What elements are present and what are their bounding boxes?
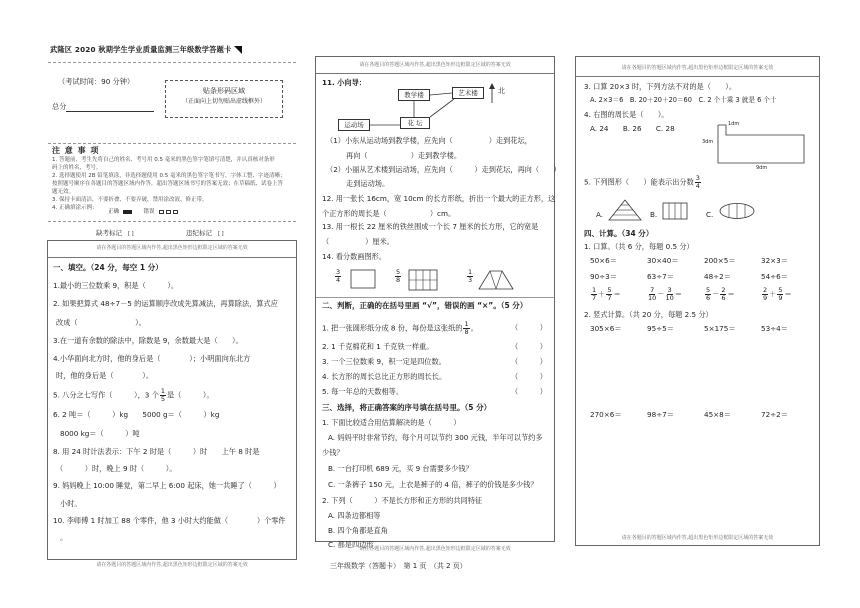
area-note: 请在各题目的答题区域内作答,超出黑色矩形边框限定区域的答案无效 — [96, 245, 248, 251]
notice-line: 按照题号顺序在各题目的答题区域内作答，超出答题区域书写的答案无效；在草稿纸、试卷上答 — [52, 180, 284, 187]
total-label: 总分 — [52, 102, 67, 111]
oral-item: 48÷2＝ — [704, 272, 731, 281]
oral-item: 200×5＝ — [704, 256, 736, 265]
fraction-1-3: $\frac{1}{3}$ — [468, 268, 473, 284]
option-a-label: A. — [596, 210, 604, 219]
question-11: 11. 小向导： — [322, 78, 366, 87]
judge-2: 2. 1 千克棉花和 1 千克铁一样重。 — [322, 342, 434, 351]
barcode-title: 贴条形码区域 — [203, 87, 245, 95]
fraction-3-4: $\frac{3}{4}$ — [336, 268, 341, 284]
judge-3-answer[interactable]: （ ） — [511, 357, 547, 366]
notice-line: 1. 答题前，考生先将自己的姓名、考号用 0.5 毫米的黑色签字笔填写清楚，并认真核对条形 — [52, 157, 275, 163]
question-6-cont: 8000 kg＝（ ）吨 — [60, 429, 140, 438]
area-note-bottom: 请在各题目的答题区域内作答,超出黑色矩形边框限定区域的答案无效 — [621, 535, 774, 541]
square-figure-icon[interactable] — [350, 269, 376, 289]
wrong-marks-icon — [159, 209, 178, 215]
notice-line: 3. 保持卡面清洁，不要折叠、不要弄破，禁用涂改液、修正带。 — [52, 196, 208, 203]
choice-1-a: A. 妈妈平时非常节约，每个月可以节约 300 元钱，半年可以节约多 — [328, 433, 543, 442]
question-5-tail: 是（ ）。 — [166, 390, 214, 400]
section-choice-title: 三、选择，将正确答案的序号填在括号里。（5 分） — [322, 403, 492, 412]
vertical-item: 45×8＝ — [704, 410, 731, 419]
vertical-item: 305×6＝ — [590, 324, 622, 333]
absent-label: 缺考标记 — [96, 229, 122, 237]
question-11-2: （2）小丽从艺术楼到运动场，应先向（ ）走到花坛，再向（ ） — [326, 165, 561, 174]
choice-2: 2. 下列（ ）不是长方形和正方形的共同特征 — [322, 496, 483, 505]
oral-row-2 — [590, 273, 820, 282]
judge-1-tail: 。 — [470, 323, 478, 333]
question-9: 9. 妈妈晚上 10:00 睡觉，第二早上 6:00 起床，她一共睡了（ ） — [53, 481, 281, 490]
oral-row-1 — [590, 257, 820, 266]
choice-3: 3. 口算 20×3 时，下列方法不对的是（ ）。 — [584, 82, 737, 91]
judge-1 — [322, 321, 478, 336]
judge-4-answer[interactable]: （ ） — [511, 372, 547, 381]
vertical-item: 98÷7＝ — [647, 410, 674, 419]
fraction-expr: $\frac{1}{7}$ ＋ $\frac{5}{7}$ ＝ — [592, 286, 621, 302]
section-fill-title: 一、填空。（24 分，每空 1 分） — [53, 263, 163, 272]
question-10-cont: 。 — [60, 533, 68, 542]
rectangle-split-icon[interactable] — [662, 202, 688, 220]
vertical-item: 53÷4＝ — [761, 324, 788, 333]
notice-line: 码上的姓名、考号。 — [52, 164, 102, 171]
barcode-subtitle: （正面向上切勿贴出虚线框外） — [181, 98, 266, 106]
judge-1-answer[interactable]: （ ） — [511, 323, 547, 332]
fraction: $\frac{1}{8}$ — [464, 320, 469, 336]
question-12: 12. 用一张长 16cm，宽 10cm 的长方形纸，折出一个最大的正方形，这 — [322, 194, 556, 203]
judge-5-answer[interactable]: （ ） — [511, 387, 547, 396]
choice-1-c: C. 一条裤子 150 元，上衣是裤子的 4 倍，裤子的价钱是多少钱？ — [328, 480, 538, 489]
fill-example — [108, 209, 178, 216]
vertical-row-2 — [590, 411, 820, 420]
question-8-cont: （ ）时，晚上 9 时（ ）。 — [56, 464, 177, 473]
corner-mark-icon — [234, 46, 242, 54]
question-13: 13. 用一根长 22 厘米的铁丝围成一个长 7 厘米的长方形，它的宽是 — [322, 222, 539, 231]
dim-9dm: 9dm — [756, 165, 768, 171]
judge-1-text: 1. 把一张圆形纸分成 8 份，每份是这张纸的 — [322, 323, 463, 333]
question-9-cont: 小时。 — [60, 499, 82, 508]
fraction: $\frac{3}{4}$ — [695, 174, 700, 190]
workspace-row-1[interactable] — [584, 339, 812, 407]
question-5-text: 5. 八分之七写作（ ），3 个 — [53, 390, 159, 400]
area-note: 请在各题目的答题区域内作答,超出黑色矩形边框限定区域的答案无效 — [621, 65, 774, 71]
choice-4: 4. 右图的周长是（ ）。 — [584, 110, 669, 119]
oral-item: 54÷6＝ — [761, 272, 788, 281]
oral-item: 32×3＝ — [761, 256, 788, 265]
section-calc-title: 四、计算。（34 分） — [584, 229, 654, 238]
judge-5: 5. 每一年总的天数相等。 — [322, 387, 404, 396]
notice-line: 2. 选择题使用 2B 铅笔填涂，非选择题使用 0.5 毫米的黑色签字笔书写，字体工整、字迹清晰； — [52, 172, 286, 179]
question-13-cont: （ ）厘米。 — [322, 237, 394, 246]
oral-item: 90÷3＝ — [590, 272, 617, 281]
question-1: 1.最小的三位数乘 9，积是（ ）。 — [53, 281, 179, 290]
fraction-5-8: $\frac{5}{8}$ — [396, 268, 401, 284]
vertical-item: 72÷2＝ — [761, 410, 788, 419]
divider — [48, 221, 296, 222]
answer-panel-fill — [47, 240, 297, 560]
grid-figure-icon[interactable] — [408, 269, 438, 291]
judge-4: 4. 长方形的周长总比正方形的周长长。 — [322, 372, 447, 381]
wrong-label: 错误 — [143, 209, 155, 215]
question-4-cont: 时，他的身后是（ ）。 — [56, 371, 154, 380]
notice-title: 注 意 事 项 — [52, 146, 100, 155]
filled-mark-icon — [123, 210, 132, 214]
option-b-label: B. — [650, 210, 658, 219]
correct-label: 正确 — [108, 209, 120, 215]
answer-panel-col2 — [315, 56, 561, 549]
area-note: 请在各题目的答题区域内作答,超出黑色矩形边框限定区域的答案无效 — [359, 62, 511, 68]
absent-mark: 缺考标记 [ ] — [96, 229, 134, 237]
judge-2-answer[interactable]: （ ） — [511, 342, 547, 351]
vertical-calc-title: 2. 竖式计算。（共 20 分，每题 2.5 分） — [584, 310, 713, 319]
judge-3: 3. 一个三位数乘 9，积一定是四位数。 — [322, 357, 446, 366]
ellipse-split-icon[interactable] — [718, 202, 756, 220]
vertical-item: 270×6＝ — [590, 410, 622, 419]
map-lines — [316, 57, 556, 147]
question-6: 6. 2 吨＝（ ）kg 5000 g＝（ ）kg — [53, 410, 220, 419]
choice-5-text: 5. 下列图形（ ）能表示出分数 — [584, 177, 694, 187]
question-5 — [53, 388, 214, 403]
vertical-row-1 — [590, 325, 820, 334]
area-note-bottom: 请在各题目的答题区域内作答,超出黑色矩形边框限定区域的答案无效 — [96, 562, 248, 568]
divider — [48, 143, 296, 144]
question-2: 2. 如果把算式 48÷7－5 的运算顺序改成先算减法，再算除法，算式应 — [53, 299, 278, 308]
notice-line: 题无效。 — [52, 188, 75, 195]
trapezoid-figure-icon[interactable] — [478, 269, 514, 291]
question-11-1: （1）小东从运动场到教学楼，应先向（ ）走到花坛， — [326, 136, 532, 145]
page-title: 武隆区 2020 秋期学生学业质量监测三年级数学答题卡 — [50, 46, 242, 55]
fraction-expr: $\frac{2}{9}$ ＋ $\frac{5}{9}$ ＝ — [763, 286, 792, 302]
oral-item: 63÷7＝ — [647, 272, 674, 281]
oral-item: 30×40＝ — [647, 256, 679, 265]
barcode-area — [165, 80, 283, 118]
map-garden: 花 坛 — [400, 117, 430, 129]
option-c-label: C. — [706, 210, 714, 219]
exam-time: （考试时间：90 分钟） — [58, 77, 135, 86]
workspace-row-2[interactable] — [584, 425, 812, 535]
question-4: 4.小华面向北方时，他的身后是（ ）；小明面向东北方 — [53, 354, 251, 363]
choice-3-options: A. 2×3＝6 B. 20＋20＋20＝60 C. 2 个十乘 3 就是 6 个十 — [590, 96, 777, 104]
choice-2-b: B. 四个角都是直角 — [328, 526, 388, 535]
question-14: 14. 看分数画图形。 — [322, 252, 387, 261]
choice-1-b: B. 一台打印机 689 元，买 9 台需要多少钱？ — [328, 464, 473, 473]
oral-fraction-row — [590, 287, 820, 302]
dim-3dm: 3dm — [702, 139, 714, 145]
section-judge-title: 二、判断，正确的在括号里画 “√”，错误的画 “×”。（5 分） — [322, 301, 528, 310]
choice-1-a-cont: 少钱？ — [322, 448, 344, 457]
area-note-bottom: 请在各题目的答题区域内作答,超出黑色矩形边框限定区域的答案无效 — [359, 546, 511, 552]
answer-panel-col3 — [575, 56, 820, 546]
choice-5 — [584, 175, 702, 190]
dim-1dm: 1dm — [728, 121, 740, 127]
triangle-figure-icon[interactable] — [608, 199, 642, 221]
question-11-2-cont: 走到运动场。 — [346, 179, 390, 188]
fraction: $\frac{1}{5}$ — [160, 387, 165, 403]
perimeter-figure-icon — [712, 119, 812, 171]
fraction-expr: $\frac{5}{6}$ － $\frac{2}{6}$ ＝ — [706, 286, 735, 302]
question-12-cont: 个正方形的周长是（ ）cm。 — [322, 209, 456, 218]
notice-text — [52, 157, 294, 213]
map-sports-field: 运动场 — [338, 119, 370, 131]
question-3: 3.在一道有余数的除法中，除数是 9，余数最大是（ ）。 — [53, 336, 243, 345]
north-label: 北 — [498, 87, 505, 95]
map-art-building: 艺术楼 — [452, 87, 484, 99]
choice-4-options: A. 24 B. 26 C. 28 — [590, 124, 675, 133]
vertical-item: 5×175＝ — [704, 324, 736, 333]
map-teaching-building: 教学楼 — [398, 89, 430, 101]
question-11-1-cont: 再向（ ）走到教学楼。 — [346, 151, 462, 160]
oral-item: 50×6＝ — [590, 256, 617, 265]
total-score-field[interactable] — [66, 111, 154, 112]
fraction-expr: $\frac{7}{10}$ － $\frac{3}{10}$ ＝ — [648, 286, 682, 302]
question-2-cont: 改成（ ）。 — [56, 318, 146, 327]
choice-2-c: C. 都是四边形 — [328, 540, 374, 549]
divider — [48, 62, 296, 63]
notice-line: 4. 正确填涂示例： — [52, 204, 98, 211]
violation-mark: 违纪标记 [ ] — [186, 229, 224, 237]
oral-calc-title: 1. 口算。（共 6 分，每题 0.5 分） — [584, 242, 694, 251]
vertical-item: 95÷5＝ — [647, 324, 674, 333]
page-footer: 三年级数学（答题卡） 第 1 页 （共 2 页） — [330, 562, 467, 570]
choice-1: 1. 下面比较适合用估算解决的是（ ） — [322, 418, 461, 427]
question-10: 10. 李师傅 1 时加工 88 个零件，他 3 小时大约能做（ ）个零件 — [53, 516, 286, 525]
question-8: 8. 用 24 时计法表示：下午 2 时是（ ）时 上午 8 时是 — [53, 447, 260, 456]
choice-2-a: A. 四条边都相等 — [328, 511, 381, 520]
violation-label: 违纪标记 — [186, 229, 212, 237]
